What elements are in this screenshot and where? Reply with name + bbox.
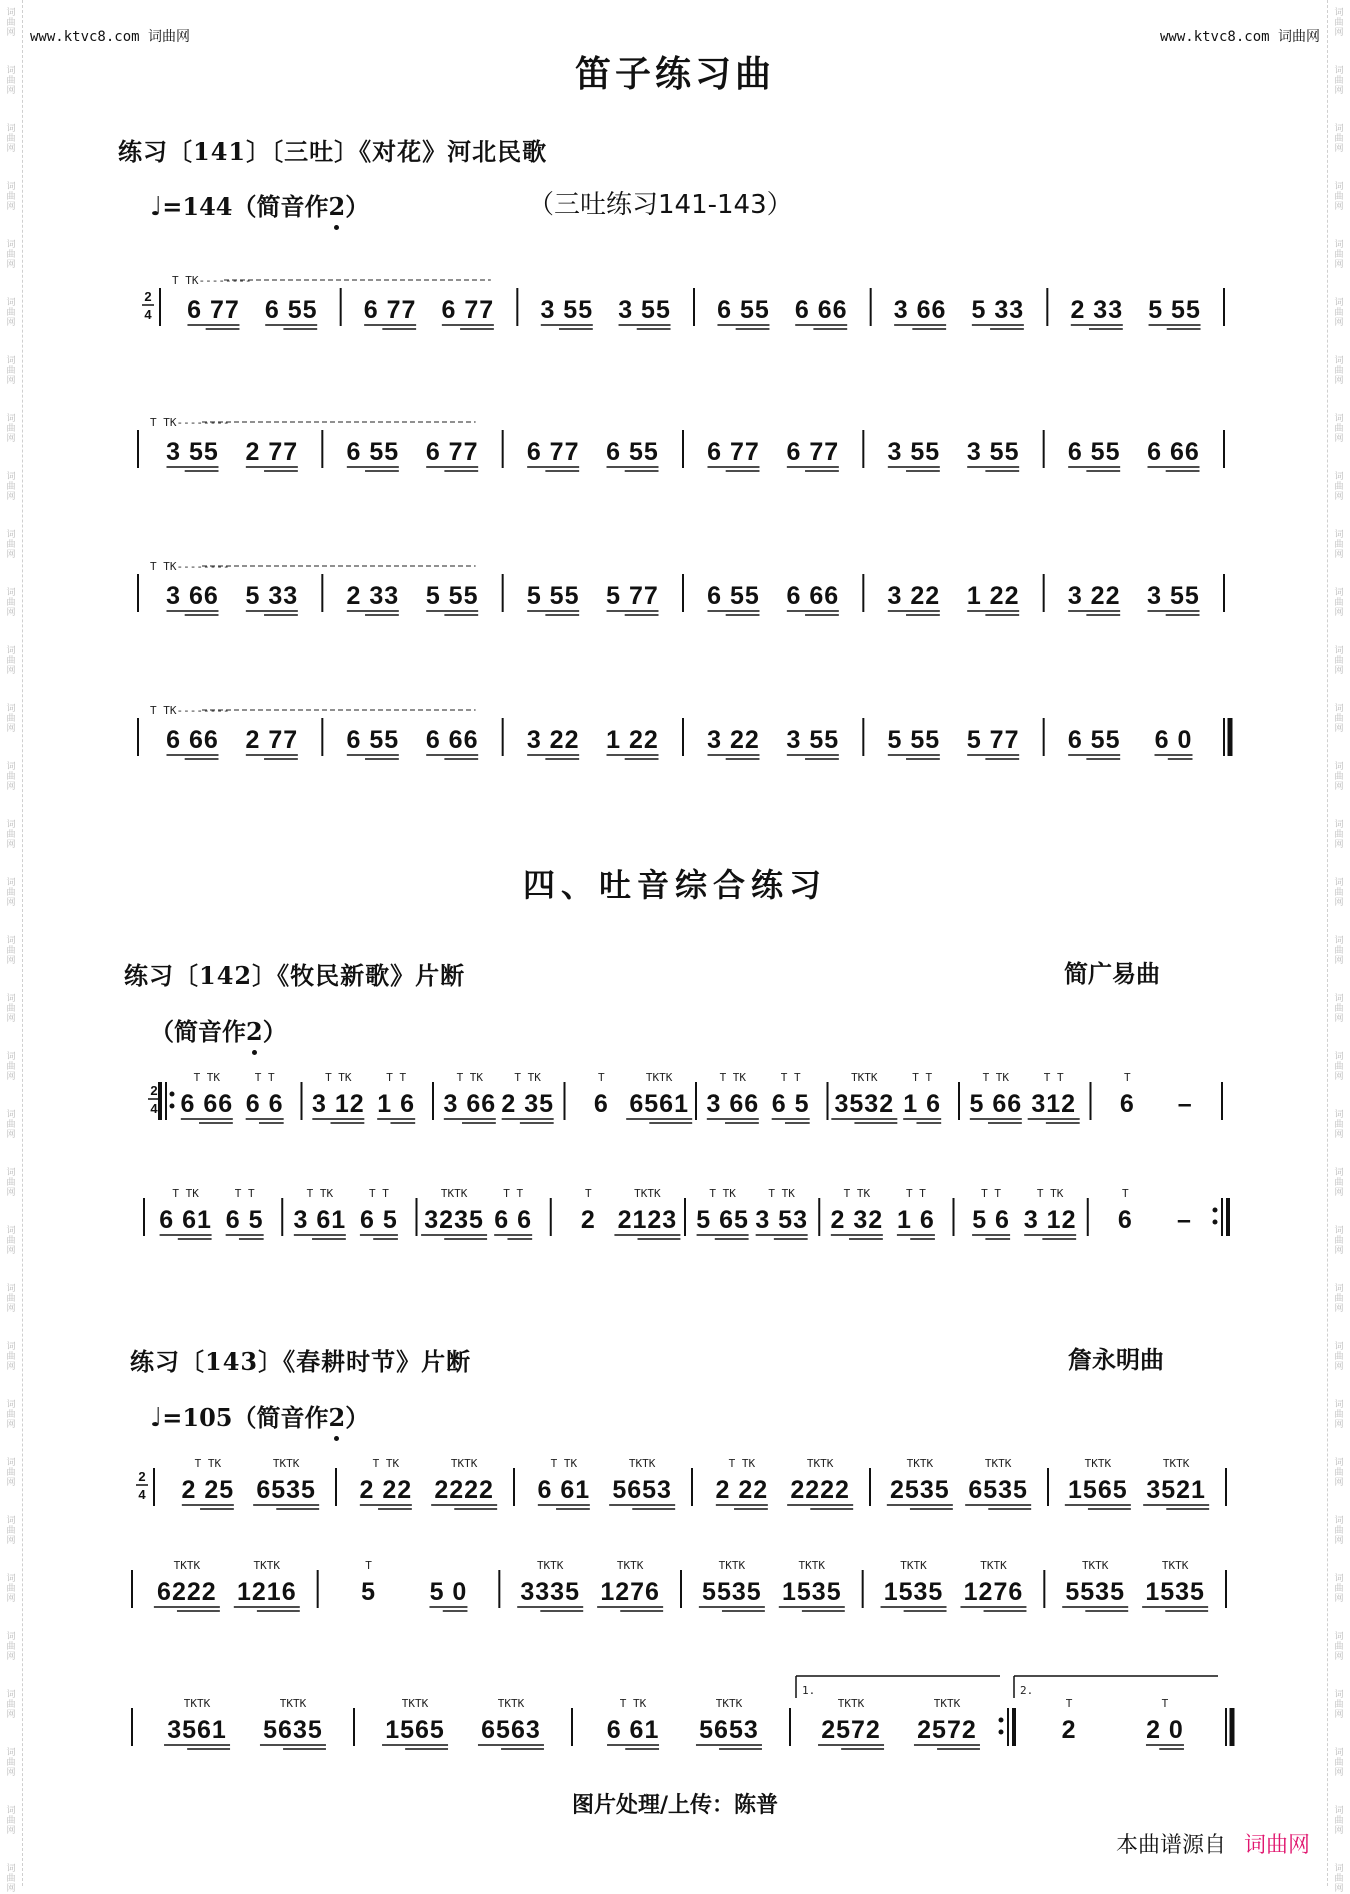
margin-watermark: 词 曲 网 bbox=[6, 1342, 16, 1372]
note-group: 2 77 bbox=[245, 726, 299, 754]
tonguing-mark: T TK bbox=[768, 1187, 795, 1200]
tonguing-mark: TKTK bbox=[645, 1071, 673, 1084]
margin-watermark: 词 曲 网 bbox=[1334, 704, 1344, 734]
margin-watermark: 词 曲 网 bbox=[6, 472, 16, 502]
note-group: 3 66 bbox=[166, 582, 219, 610]
note-group: 3 55 bbox=[887, 438, 941, 466]
margin-watermark: 词 曲 网 bbox=[1334, 1632, 1344, 1662]
margin-watermark: 词 曲 网 bbox=[6, 704, 16, 734]
margin-watermark: 词 曲 网 bbox=[6, 936, 16, 966]
tonguing-mark: T TK bbox=[193, 1071, 221, 1084]
margin-watermark: 词 曲 网 bbox=[6, 1748, 16, 1778]
margin-watermark: 词 曲 网 bbox=[1334, 356, 1344, 386]
note-group: 6 55 bbox=[346, 438, 400, 466]
margin-watermark: 词 曲 网 bbox=[6, 1632, 16, 1662]
note-group: 6222 bbox=[157, 1578, 217, 1606]
note-group: 312 bbox=[1031, 1090, 1077, 1118]
tonguing-mark: T bbox=[585, 1187, 592, 1200]
tempo-close: ） bbox=[345, 1403, 370, 1432]
margin-watermark: 词 曲 网 bbox=[6, 1690, 16, 1720]
note-group: 2 25 bbox=[181, 1476, 235, 1504]
tonguing-mark: T TK bbox=[172, 1187, 199, 1200]
note-group: – bbox=[1177, 1090, 1193, 1118]
note-group: 3 66 bbox=[893, 296, 947, 324]
note-group: 5 33 bbox=[245, 582, 299, 610]
note-group: 5 55 bbox=[887, 726, 941, 754]
tonguing-mark: T T bbox=[368, 1187, 389, 1200]
note-group: 5 bbox=[361, 1578, 376, 1606]
note-group: 3 22 bbox=[526, 726, 580, 754]
margin-watermark: 词 曲 网 bbox=[1334, 182, 1344, 212]
note-group: 5653 bbox=[612, 1476, 672, 1504]
margin-watermark: 词 曲 网 bbox=[6, 1052, 16, 1082]
margin-watermark: 词 曲 网 bbox=[6, 1110, 16, 1140]
tonguing-mark: T T bbox=[905, 1187, 926, 1200]
margin-watermark: 词 曲 网 bbox=[1334, 588, 1344, 618]
margin-watermark: 词 曲 网 bbox=[1334, 820, 1344, 850]
tempo-text: =144（简音作 bbox=[162, 192, 329, 221]
margin-watermark: 词 曲 网 bbox=[6, 66, 16, 96]
margin-watermark: 词 曲 网 bbox=[6, 1226, 16, 1256]
note-group: 2 22 bbox=[359, 1476, 413, 1504]
tonguing-mark: TKTK bbox=[450, 1457, 478, 1470]
tonguing-mark: TKTK bbox=[628, 1457, 656, 1470]
tonguing-mark: TKTK bbox=[440, 1187, 468, 1200]
note-group: 3 55 bbox=[166, 438, 219, 466]
note-group: 2572 bbox=[917, 1716, 977, 1744]
repeat-dot bbox=[1213, 1208, 1218, 1213]
exercise-141-heading: 练习〔141〕〔三吐〕《对花》河北民歌 bbox=[118, 137, 548, 166]
tonguing-mark: TKTK bbox=[634, 1187, 661, 1200]
note-group: 5 55 bbox=[526, 582, 580, 610]
tonguing-mark: TKTK bbox=[173, 1559, 201, 1572]
tonguing-mark: T TK bbox=[982, 1071, 1010, 1084]
note-group: 1535 bbox=[781, 1578, 842, 1606]
watermark-text: 本曲谱源自 bbox=[1115, 1833, 1226, 1858]
note-group: 6 bbox=[1119, 1090, 1135, 1118]
repeat-dot bbox=[170, 1092, 175, 1097]
note-group: 6561 bbox=[629, 1090, 689, 1118]
margin-watermark: 词 曲 网 bbox=[1334, 1690, 1344, 1720]
note-group: 2222 bbox=[790, 1476, 850, 1504]
note-group: 5 33 bbox=[971, 296, 1025, 324]
note-group: 6 66 bbox=[166, 726, 219, 754]
quarter-note-icon: ♩ bbox=[150, 1403, 163, 1433]
tonguing-mark: T T bbox=[981, 1187, 1002, 1200]
note-group: 3 12 bbox=[1023, 1206, 1077, 1234]
header-site-right: www.ktvc8.com 词曲网 bbox=[1159, 29, 1320, 45]
note-group: 2 bbox=[1061, 1716, 1077, 1744]
margin-watermark: 词 曲 网 bbox=[6, 182, 16, 212]
margin-watermark: 词 曲 网 bbox=[6, 1284, 16, 1314]
margin-watermark: 词 曲 网 bbox=[1334, 124, 1344, 154]
tonguing-mark: T bbox=[1161, 1697, 1169, 1710]
note-group: 5 0 bbox=[429, 1578, 468, 1606]
tonguing-mark: T TK bbox=[719, 1071, 747, 1084]
tonguing-mark: T bbox=[1122, 1187, 1129, 1200]
tonguing-mark: T T bbox=[234, 1187, 255, 1200]
note-group: 3 22 bbox=[1067, 582, 1121, 610]
tonguing-mark: T TK bbox=[306, 1187, 334, 1200]
note-group: 2535 bbox=[890, 1476, 950, 1504]
tonguing-mark: TKTK bbox=[1081, 1559, 1109, 1572]
tonguing-mark: T TK-------- bbox=[150, 416, 230, 429]
margin-watermark: 词 曲 网 bbox=[1334, 298, 1344, 328]
margin-watermark: 词 曲 网 bbox=[6, 356, 16, 386]
note-group: 5 55 bbox=[1148, 296, 1201, 324]
exercise-143-heading: 练习〔143〕《春耕时节》片断 bbox=[130, 1347, 472, 1376]
note-group: 3521 bbox=[1146, 1476, 1206, 1504]
note-group: 1276 bbox=[600, 1578, 660, 1606]
margin-watermark: 词 曲 网 bbox=[6, 1574, 16, 1604]
tonguing-mark: TKTK bbox=[906, 1457, 934, 1470]
margin-watermark: 词 曲 网 bbox=[6, 530, 16, 560]
note-group: 3 55 bbox=[540, 296, 594, 324]
header-site-left: www.ktvc8.com 词曲网 bbox=[30, 29, 191, 45]
margin-watermark: 词 曲 网 bbox=[6, 298, 16, 328]
tonguing-mark: TKTK bbox=[253, 1559, 281, 1572]
note-group: 2 35 bbox=[501, 1090, 555, 1118]
tonguing-mark: TKTK bbox=[984, 1457, 1012, 1470]
note-group: 3235 bbox=[424, 1206, 484, 1234]
margin-watermark: 词 曲 网 bbox=[1334, 1574, 1344, 1604]
tonguing-mark: TKTK bbox=[497, 1697, 525, 1710]
note-group: 3 22 bbox=[707, 726, 760, 754]
margin-watermark: 词 曲 网 bbox=[6, 1400, 16, 1430]
source-watermark bbox=[1116, 1828, 1310, 1859]
margin-watermark: 词 曲 网 bbox=[1334, 1864, 1344, 1894]
note-group: 6 66 bbox=[786, 582, 840, 610]
margin-watermark: 词 曲 网 bbox=[1334, 472, 1344, 502]
note-group: 5535 bbox=[702, 1578, 762, 1606]
tonguing-mark: T TK-------- bbox=[150, 704, 230, 717]
note-group: 6 bbox=[1117, 1206, 1133, 1234]
note-group: 3 55 bbox=[618, 296, 671, 324]
watermark-site: 词曲网 bbox=[1243, 1833, 1310, 1858]
tonguing-mark: T TK bbox=[514, 1071, 541, 1084]
note-group: 3 55 bbox=[786, 726, 840, 754]
margin-watermark: 词 曲 网 bbox=[1334, 994, 1344, 1024]
note-group: 5653 bbox=[699, 1716, 759, 1744]
note-group: 5 77 bbox=[606, 582, 659, 610]
note-group: 2 33 bbox=[1070, 296, 1124, 324]
note-group: 6535 bbox=[968, 1476, 1028, 1504]
margin-watermark: 词 曲 网 bbox=[6, 994, 16, 1024]
tempo-key-note: 2 bbox=[246, 1017, 263, 1046]
margin-watermark: 词 曲 网 bbox=[1334, 1284, 1344, 1314]
note-group: 1565 bbox=[385, 1716, 445, 1744]
tonguing-mark: TKTK bbox=[806, 1457, 834, 1470]
margin-watermark: 词 曲 网 bbox=[1334, 8, 1344, 38]
tonguing-mark: TKTK bbox=[933, 1697, 961, 1710]
tonguing-mark: T TK bbox=[550, 1457, 578, 1470]
note-group: 5 66 bbox=[969, 1090, 1023, 1118]
note-group: 3532 bbox=[834, 1090, 895, 1118]
note-group: 6 55 bbox=[346, 726, 400, 754]
tonguing-mark: T bbox=[1065, 1697, 1073, 1710]
margin-watermark: 词 曲 网 bbox=[1334, 646, 1344, 676]
margin-watermark: 词 曲 网 bbox=[1334, 414, 1344, 444]
note-group: 2 77 bbox=[245, 438, 299, 466]
note-group: 6 5 bbox=[771, 1090, 810, 1118]
tonguing-mark: T TK bbox=[619, 1697, 647, 1710]
note-group: 2 0 bbox=[1146, 1716, 1184, 1744]
margin-watermark: 词 曲 网 bbox=[6, 820, 16, 850]
note-group: 6 55 bbox=[606, 438, 659, 466]
margin-watermark: 词 曲 网 bbox=[1334, 1806, 1344, 1836]
note-group: 5635 bbox=[263, 1716, 323, 1744]
note-group: 3 12 bbox=[311, 1090, 365, 1118]
note-group: 6 55 bbox=[1067, 438, 1121, 466]
margin-watermark: 词 曲 网 bbox=[1334, 240, 1344, 270]
note-group: 6 6 bbox=[494, 1206, 533, 1234]
repeat-dot bbox=[1213, 1220, 1218, 1225]
margin-watermark: 词 曲 网 bbox=[6, 1516, 16, 1546]
note-group: 6 66 bbox=[425, 726, 479, 754]
note-group: 6 55 bbox=[717, 296, 770, 324]
tonguing-mark: TKTK bbox=[1161, 1559, 1189, 1572]
tonguing-mark: TKTK bbox=[851, 1071, 878, 1084]
margin-watermark: 词 曲 网 bbox=[1334, 530, 1344, 560]
note-group: 6535 bbox=[256, 1476, 316, 1504]
tonguing-mark: T TK bbox=[372, 1457, 400, 1470]
note-group: 3561 bbox=[167, 1716, 227, 1744]
margin-watermark: 词 曲 网 bbox=[6, 878, 16, 908]
note-group: 1565 bbox=[1068, 1476, 1128, 1504]
repeat-dot bbox=[999, 1718, 1004, 1723]
tonguing-mark: T TK bbox=[843, 1187, 871, 1200]
tonguing-mark: T TK bbox=[709, 1187, 736, 1200]
page-title: 笛子练习曲 bbox=[574, 53, 775, 95]
note-group: 5535 bbox=[1065, 1578, 1126, 1606]
margin-watermark: 词 曲 网 bbox=[1334, 1748, 1344, 1778]
tonguing-mark: TKTK bbox=[279, 1697, 307, 1710]
margin-watermark: 词 曲 网 bbox=[6, 1458, 16, 1488]
note-group: 2123 bbox=[617, 1206, 678, 1234]
note-group: 1 6 bbox=[897, 1206, 935, 1234]
tonguing-mark: TKTK bbox=[272, 1457, 300, 1470]
tonguing-mark: TKTK bbox=[798, 1559, 826, 1572]
note-group: 6 5 bbox=[360, 1206, 398, 1234]
note-group: 2 32 bbox=[830, 1206, 884, 1234]
note-group: 3 53 bbox=[755, 1206, 808, 1234]
note-group: 1 22 bbox=[966, 582, 1020, 610]
quarter-note-icon: ♩ bbox=[150, 192, 163, 222]
margin-watermark: 词 曲 网 bbox=[1334, 762, 1344, 792]
note-group: 1535 bbox=[1145, 1578, 1205, 1606]
tonguing-mark: T T bbox=[254, 1071, 275, 1084]
tonguing-mark: TKTK bbox=[401, 1697, 429, 1710]
exercise-142-heading: 练习〔142〕《牧民新歌》片断 bbox=[124, 961, 466, 990]
note-group: 2572 bbox=[821, 1716, 881, 1744]
note-group: 3 55 bbox=[966, 438, 1020, 466]
tempo-close: ） bbox=[262, 1017, 287, 1046]
exercise-142-composer: 简广易曲 bbox=[1064, 959, 1160, 988]
volta-label: 2. bbox=[1020, 1684, 1034, 1697]
tempo-text: （简音作 bbox=[150, 1017, 246, 1046]
margin-watermark: 词 曲 网 bbox=[1334, 1110, 1344, 1140]
note-group: 3 55 bbox=[1147, 582, 1200, 610]
upload-credit: 图片处理/上传：陈普 bbox=[571, 1792, 779, 1818]
tonguing-mark: T T bbox=[503, 1187, 524, 1200]
section-heading: 四、吐音综合练习 bbox=[522, 866, 827, 904]
margin-watermark: 词 曲 网 bbox=[1334, 1400, 1344, 1430]
exercise-141-subtitle: （三吐练习141-143） bbox=[528, 190, 793, 220]
note-group: 5 65 bbox=[696, 1206, 749, 1234]
note-group: 2 22 bbox=[715, 1476, 769, 1504]
margin-watermark: 词 曲 网 bbox=[1334, 1052, 1344, 1082]
note-group: 5 6 bbox=[972, 1206, 1010, 1234]
tonguing-mark: T TK bbox=[728, 1457, 756, 1470]
tonguing-mark: T bbox=[598, 1071, 605, 1084]
note-group: 6 61 bbox=[159, 1206, 212, 1234]
tonguing-mark: TKTK bbox=[183, 1697, 211, 1710]
note-group: 6 61 bbox=[606, 1716, 660, 1744]
tonguing-mark: TKTK bbox=[1162, 1457, 1190, 1470]
tonguing-mark: TKTK bbox=[900, 1559, 927, 1572]
tonguing-mark: T TK bbox=[325, 1071, 352, 1084]
note-group: 6 55 bbox=[264, 296, 318, 324]
note-group: 1535 bbox=[883, 1578, 944, 1606]
tonguing-mark: TKTK bbox=[718, 1559, 746, 1572]
note-group: 6 6 bbox=[245, 1090, 284, 1118]
time-signature-denominator: 4 bbox=[138, 1487, 146, 1502]
note-group: 2222 bbox=[434, 1476, 494, 1504]
margin-watermark: 词 曲 网 bbox=[1334, 1226, 1344, 1256]
exercise-143-composer: 詹永明曲 bbox=[1068, 1345, 1164, 1374]
note-group: – bbox=[1176, 1206, 1192, 1234]
repeat-dot bbox=[999, 1730, 1004, 1735]
note-group: 6 66 bbox=[1147, 438, 1200, 466]
note-group: 6 77 bbox=[425, 438, 479, 466]
note-group: 1 6 bbox=[377, 1090, 416, 1118]
note-group: 3335 bbox=[520, 1578, 581, 1606]
margin-watermark: 词 曲 网 bbox=[6, 646, 16, 676]
note-group: 6 66 bbox=[794, 296, 848, 324]
note-group: 2 bbox=[580, 1206, 596, 1234]
margin-watermark: 词 曲 网 bbox=[1334, 936, 1344, 966]
note-group: 6 0 bbox=[1154, 726, 1193, 754]
note-group: 6 55 bbox=[707, 582, 760, 610]
note-group: 6 77 bbox=[707, 438, 760, 466]
margin-watermark: 词 曲 网 bbox=[6, 1864, 16, 1894]
tonguing-mark: T TK bbox=[1036, 1187, 1064, 1200]
tonguing-mark: T TK-------- bbox=[150, 560, 230, 573]
note-group: 1276 bbox=[963, 1578, 1024, 1606]
margin-watermark: 词 曲 网 bbox=[6, 588, 16, 618]
note-group: 6 77 bbox=[441, 296, 495, 324]
tempo-key-note: 2 bbox=[328, 1403, 346, 1432]
note-group: 6 61 bbox=[537, 1476, 591, 1504]
tonguing-mark: TKTK bbox=[616, 1559, 644, 1572]
note-group: 3 66 bbox=[443, 1090, 497, 1118]
note-group: 6 77 bbox=[526, 438, 580, 466]
margin-watermark: 词 曲 网 bbox=[1334, 66, 1344, 96]
tonguing-mark: TKTK bbox=[1084, 1457, 1112, 1470]
tonguing-mark: T T bbox=[780, 1071, 801, 1084]
note-group: 5 77 bbox=[966, 726, 1020, 754]
note-group: 5 55 bbox=[425, 582, 479, 610]
margin-watermark: 词 曲 网 bbox=[6, 414, 16, 444]
margin-watermark: 词 曲 网 bbox=[6, 1806, 16, 1836]
note-group: 2 33 bbox=[346, 582, 400, 610]
time-signature-numerator: 2 bbox=[144, 289, 152, 304]
tonguing-mark: TKTK bbox=[536, 1559, 564, 1572]
tonguing-mark: TKTK bbox=[715, 1697, 743, 1710]
note-group: 1216 bbox=[236, 1578, 297, 1606]
note-group: 6 66 bbox=[180, 1090, 234, 1118]
tonguing-mark: T TK bbox=[456, 1071, 484, 1084]
note-group: 3 66 bbox=[706, 1090, 760, 1118]
note-group: 6 bbox=[593, 1090, 609, 1118]
note-group: 6 77 bbox=[363, 296, 417, 324]
tempo-close: ） bbox=[345, 192, 370, 221]
margin-watermark: 词 曲 网 bbox=[6, 762, 16, 792]
note-group: 3 61 bbox=[293, 1206, 347, 1234]
tonguing-mark: T bbox=[365, 1559, 372, 1572]
note-group: 6 55 bbox=[1067, 726, 1121, 754]
margin-watermark: 词 曲 网 bbox=[1334, 1342, 1344, 1372]
margin-watermark: 词 曲 网 bbox=[6, 8, 16, 38]
volta-label: 1. bbox=[802, 1684, 816, 1697]
note-group: 1 6 bbox=[903, 1090, 942, 1118]
note-group: 3 22 bbox=[887, 582, 941, 610]
tonguing-mark: T bbox=[1124, 1071, 1131, 1084]
time-signature-numerator: 2 bbox=[150, 1083, 158, 1098]
note-group: 1 22 bbox=[606, 726, 659, 754]
note-group: 6 77 bbox=[187, 296, 240, 324]
tonguing-mark: T TK bbox=[194, 1457, 222, 1470]
repeat-dot bbox=[170, 1104, 175, 1109]
margin-watermark: 词 曲 网 bbox=[6, 1168, 16, 1198]
tonguing-mark: T T bbox=[386, 1071, 407, 1084]
note-group: 6 5 bbox=[225, 1206, 264, 1234]
margin-watermark: 词 曲 网 bbox=[1334, 1168, 1344, 1198]
tempo-key-note: 2 bbox=[328, 192, 346, 221]
time-signature-denominator: 4 bbox=[144, 307, 152, 322]
tonguing-mark: T TK-------- bbox=[172, 274, 252, 287]
tonguing-mark: T T bbox=[1043, 1071, 1064, 1084]
time-signature-numerator: 2 bbox=[138, 1469, 146, 1484]
note-group: 6563 bbox=[481, 1716, 541, 1744]
note-group: 6 77 bbox=[786, 438, 840, 466]
tonguing-mark: TKTK bbox=[837, 1697, 865, 1710]
time-signature-denominator: 4 bbox=[150, 1101, 158, 1116]
margin-watermark: 词 曲 网 bbox=[1334, 1516, 1344, 1546]
margin-watermark: 词 曲 网 bbox=[1334, 878, 1344, 908]
margin-watermark: 词 曲 网 bbox=[6, 124, 16, 154]
margin-watermark: 词 曲 网 bbox=[1334, 1458, 1344, 1488]
tempo-text: =105（简音作 bbox=[162, 1403, 329, 1432]
tonguing-mark: T T bbox=[912, 1071, 933, 1084]
tonguing-mark: TKTK bbox=[980, 1559, 1007, 1572]
margin-watermark: 词 曲 网 bbox=[6, 240, 16, 270]
